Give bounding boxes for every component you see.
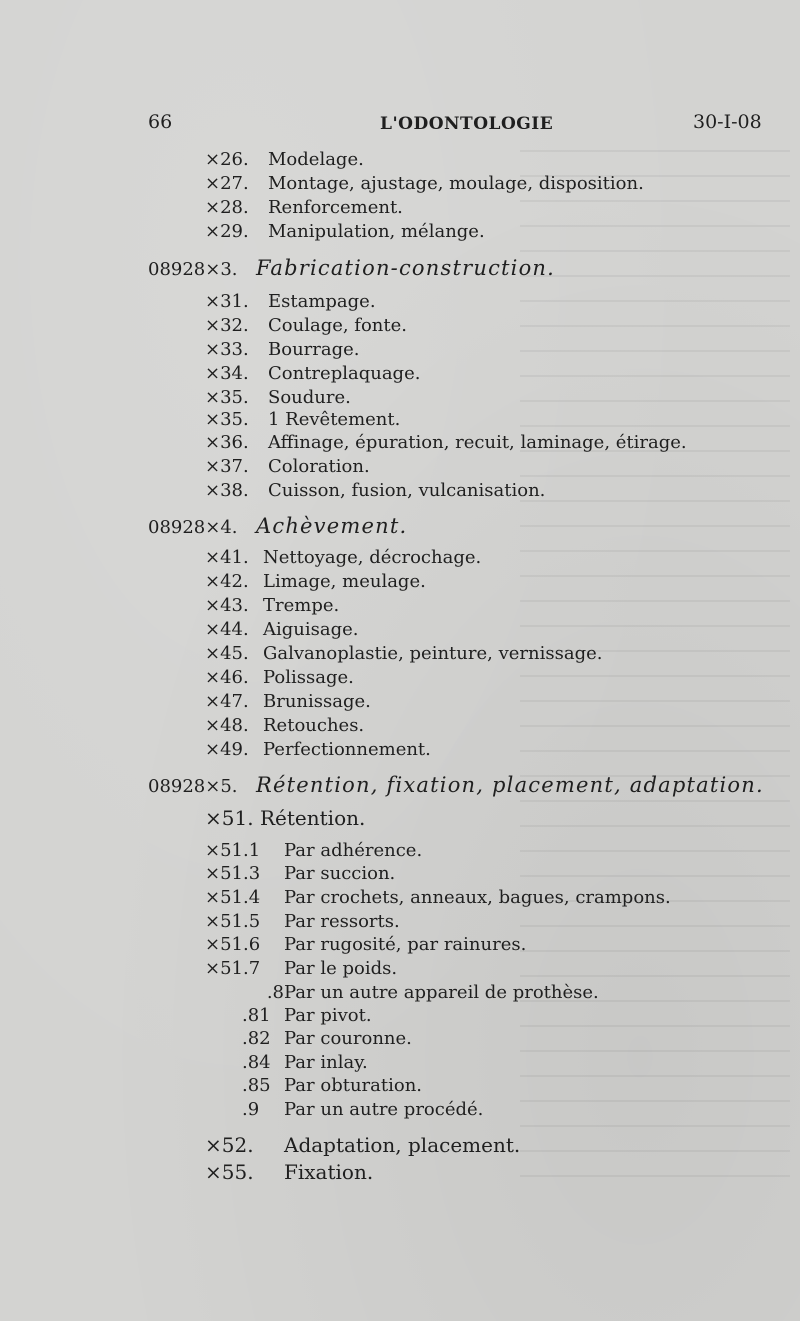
item-code: ×33. <box>205 339 249 360</box>
section-heading <box>148 514 407 540</box>
list-item <box>205 1160 373 1184</box>
item-text: Manipulation, mélange. <box>268 221 485 242</box>
item-text: Cuisson, fusion, vulcanisation. <box>268 480 546 501</box>
item-text: Renforcement. <box>268 197 403 218</box>
list-item <box>205 431 687 455</box>
list-item <box>205 386 351 410</box>
item-code: ×29. <box>205 221 249 242</box>
item-text: Galvanoplastie, peinture, vernissage. <box>263 643 603 664</box>
item-code: ×41. <box>205 547 249 568</box>
section-heading <box>148 773 764 799</box>
item-code: ×51.3 <box>205 863 261 884</box>
item-code: ×35. <box>205 409 249 430</box>
list-item-text: Par obturation. <box>284 1075 423 1096</box>
list-item <box>205 594 339 618</box>
list-item <box>205 618 359 642</box>
item-text: Brunissage. <box>263 691 371 712</box>
list-item <box>205 910 400 934</box>
list-item <box>205 806 365 830</box>
item-code: ×48. <box>205 715 249 736</box>
item-text: Modelage. <box>268 149 364 170</box>
list-item-text: Par couronne. <box>284 1028 412 1049</box>
item-code: ×34. <box>205 363 249 384</box>
list-item <box>205 666 354 690</box>
item-text: Affinage, épuration, recuit, laminage, étirage. <box>268 432 687 453</box>
list-item <box>205 690 371 714</box>
section-heading <box>148 256 555 282</box>
item-text: Par ressorts. <box>284 911 400 932</box>
item-code: .8 <box>266 982 284 1003</box>
item-text: Montage, ajustage, moulage, disposition. <box>268 173 644 194</box>
item-code: ×43. <box>205 595 249 616</box>
list-item <box>205 981 284 1005</box>
item-text: Aiguisage. <box>263 619 359 640</box>
item-code: ×49. <box>205 739 249 760</box>
list-item-text: Par pivot. <box>284 1005 372 1026</box>
item-text: Fixation. <box>284 1160 374 1184</box>
journal-title: L'ODONTOLOGIE <box>380 114 554 134</box>
item-code: ×32. <box>205 315 249 336</box>
list-item <box>205 1133 520 1157</box>
item-text: Contreplaquage. <box>268 363 421 384</box>
item-code: ×47. <box>205 691 249 712</box>
item-code: ×42. <box>205 571 249 592</box>
item-code: ×36. <box>205 432 249 453</box>
item-code: ×31. <box>205 291 249 312</box>
list-item <box>205 862 395 886</box>
page-number: 66 <box>148 111 173 133</box>
item-text: Coulage, fonte. <box>268 315 408 336</box>
item-text: Par rugosité, par rainures. <box>284 934 527 955</box>
item-code: ×51.6 <box>205 934 261 955</box>
item-code: ×38. <box>205 480 249 501</box>
item-code: ×51. <box>205 806 254 830</box>
item-code: ×44. <box>205 619 249 640</box>
list-item <box>205 220 485 244</box>
item-text: Trempe. <box>263 595 340 616</box>
list-item <box>205 196 403 220</box>
list-item <box>205 570 426 594</box>
list-item-text: Par inlay. <box>284 1052 368 1073</box>
list-item-code: .9 <box>242 1099 260 1120</box>
section-title: Rétention, fixation, placement, adaptation. <box>256 773 764 797</box>
item-text: Polissage. <box>263 667 354 688</box>
item-code: ×55. <box>205 1160 254 1184</box>
list-item <box>205 362 420 386</box>
section-code: 08928×3. <box>148 259 238 280</box>
item-code: ×35. <box>205 387 249 408</box>
section-title: Achèvement. <box>256 514 408 538</box>
item-code: ×28. <box>205 197 249 218</box>
list-item <box>205 408 400 432</box>
list-item <box>205 314 407 338</box>
list-item-code: .85 <box>242 1075 271 1096</box>
list-item-text: Par un autre procédé. <box>284 1099 484 1120</box>
list-item-code: .81 <box>242 1005 271 1026</box>
issue-date: 30-I-08 <box>693 111 762 133</box>
list-item <box>205 957 397 981</box>
item-text: Perfectionnement. <box>263 739 431 760</box>
item-code: ×51.4 <box>205 887 261 908</box>
item-text: Bourrage. <box>268 339 360 360</box>
item-code: ×37. <box>205 456 249 477</box>
section-title: Fabrication-construction. <box>256 256 556 280</box>
list-item-code: .84 <box>242 1052 271 1073</box>
item-text: Soudure. <box>268 387 351 408</box>
list-item <box>205 933 526 957</box>
list-item <box>205 455 370 479</box>
list-item-text: Par un autre appareil de prothèse. <box>284 982 599 1003</box>
item-code: ×51.7 <box>205 958 261 979</box>
item-text: Retouches. <box>263 715 365 736</box>
item-code: ×27. <box>205 173 249 194</box>
item-code: ×45. <box>205 643 249 664</box>
item-text: Adaptation, placement. <box>284 1133 521 1157</box>
list-item <box>205 172 644 196</box>
item-text: Estampage. <box>268 291 376 312</box>
item-text: Limage, meulage. <box>263 571 426 592</box>
item-text: Nettoyage, décrochage. <box>263 547 482 568</box>
list-item <box>205 714 364 738</box>
list-item <box>205 546 481 570</box>
list-item-code: .82 <box>242 1028 271 1049</box>
item-code: ×52. <box>205 1133 254 1157</box>
section-code: 08928×4. <box>148 517 238 538</box>
item-code: ×51.5 <box>205 911 261 932</box>
item-text: Par succion. <box>284 863 396 884</box>
section-code: 08928×5. <box>148 776 238 797</box>
item-text: 1 Revêtement. <box>268 409 401 430</box>
item-text: Par crochets, anneaux, bagues, crampons. <box>284 887 671 908</box>
item-code: ×46. <box>205 667 249 688</box>
item-code: ×51.1 <box>205 840 261 861</box>
item-text: Coloration. <box>268 456 370 477</box>
list-item <box>205 148 364 172</box>
list-item <box>205 839 422 863</box>
item-text: Par adhérence. <box>284 840 423 861</box>
item-text: Par le poids. <box>284 958 398 979</box>
list-item <box>205 738 431 762</box>
item-text: Rétention. <box>260 806 366 830</box>
list-item <box>205 886 671 910</box>
show-through-text <box>520 150 790 1200</box>
list-item <box>205 290 376 314</box>
list-item <box>205 479 545 503</box>
item-code: ×26. <box>205 149 249 170</box>
list-item <box>205 338 360 362</box>
list-item <box>205 642 602 666</box>
